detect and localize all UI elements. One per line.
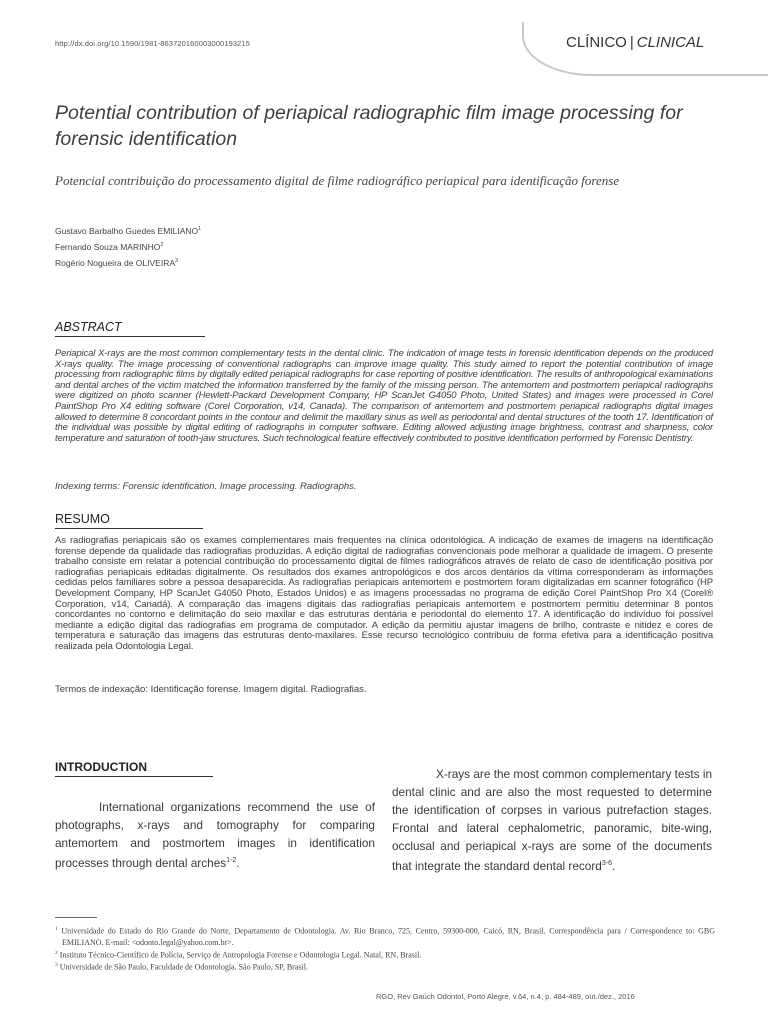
journal-reference: RGO, Rev Gaúch Odontol, Porto Alegre, v.64, n.4, p. 484-489, out./dez., 2016 bbox=[376, 992, 635, 1001]
footnote-text: Universidade do Estado do Rio Grande do Norte, Departamento de Odontologia. Av. Rio Branco, 725, Centro, 59300-000, Caicó, RN, Brasil. Correspondência para / Correspondence to: GBG EMILIANO. E-mail: <odonto.legal@yahoo.com.br>. bbox=[61, 926, 716, 947]
author-list bbox=[55, 222, 201, 269]
footnote-1 bbox=[55, 924, 715, 948]
author-name: Rogério Nogueira de OLIVEIRA bbox=[55, 257, 176, 268]
author-affiliation-mark: 3 bbox=[175, 257, 179, 264]
footnote-2 bbox=[55, 948, 715, 961]
resumo-text: As radiografias periapicais são os exames complementares mais frequentes na clínica odontológica. A indicação de exames de imagens na identificação forense depende da qualidade das radiografias produzidas. A edição digital de radiografias convencionais pode melhorar a qualidade de imagem. O presente trabalho consiste em relatar a potencial contribuição do processamento digital de filmes radiográficos através de relato de caso de identificação positiva por radiografias periapicais editadas digitalmente. Os resultados dos exames antropológicos e dos arcos dentários da vítima corresponderam às informações cedidas pelos familiares sobre a pessoa desaparecida. As radiografias periapicais antemortem e postmortem foram digitalizadas em scanner fotográfico (HP Development Company, HP ScanJet G4050 Photo, Estados Unidos) e as imagens processadas no programa de edição Corel PaintShop Pro X4 (Corel® Corporation, v14, Canadá). A comparação das imagens digitais das radiografias periapicais antemortem e postmortem permitiu determinar 8 pontos concordantes no contorno e delimitação do seio maxilar e das estruturas dentária e periodontal do elemento 17. A identificação do indivíduo foi possível mediante a edição digital das radiografias em programa de computador. A edição da permitiu ajustar imagens de brilho, contraste e nitidez e cores de temperatura e saturação das imagens das estruturas dento-maxilares. Esse recurso tecnológico contribuiu de forma efetiva para a identificação positiva realizada pela Odontologia Legal. bbox=[55, 535, 713, 652]
resumo-heading: RESUMO bbox=[55, 512, 203, 529]
author-1 bbox=[55, 222, 201, 238]
footnote-mark: 2 bbox=[55, 949, 58, 956]
indexing-terms-value: Forensic identification. Image processing. Radiographs. bbox=[122, 481, 357, 492]
author-name: Gustavo Barbalho Guedes EMILIANO bbox=[55, 225, 199, 236]
footnote-divider bbox=[55, 917, 97, 918]
termos-indexacao-value: Identificação forense. Imagem digital. Radiografias. bbox=[150, 684, 367, 695]
introduction-right-text: X-rays are the most common complementary tests in dental clinic and are also the most requested to determine the identification of corpses in various putrefaction stages. Frontal and lateral cephalometric, panoramic, bite-wing, occlusal and periapical x-rays are some of the documents that integrate the standard dental record bbox=[392, 767, 713, 873]
section-label-pt: CLÍNICO bbox=[566, 34, 627, 51]
abstract-heading: ABSTRACT bbox=[55, 320, 205, 337]
introduction-right-column bbox=[392, 765, 712, 875]
article-title: Potential contribution of periapical radiographic film image processing for forensic identification bbox=[55, 102, 683, 150]
author-2 bbox=[55, 238, 201, 254]
indexing-terms bbox=[55, 481, 357, 492]
section-separator: | bbox=[629, 34, 634, 51]
footnote-text: Instituto Técnico-Científico de Polícia, Serviço de Antropologia Forense e Odontologia Legal. Natal, RN, Brasil. bbox=[59, 950, 422, 960]
section-label bbox=[566, 34, 704, 51]
sentence-end: . bbox=[236, 855, 240, 870]
termos-indexacao bbox=[55, 684, 367, 695]
author-name: Fernando Souza MARINHO bbox=[55, 241, 161, 252]
author-3 bbox=[55, 254, 201, 270]
introduction-heading: INTRODUCTION bbox=[55, 760, 213, 777]
footnote-text: Universidade de São Paulo, Faculdade de Odontologia. São Paulo, SP, Brasil. bbox=[59, 962, 308, 972]
introduction-left-column bbox=[55, 798, 375, 872]
section-label-en: CLINICAL bbox=[636, 34, 705, 51]
footnote-mark: 1 bbox=[55, 926, 58, 932]
citation-mark: 3-6 bbox=[601, 860, 612, 867]
doi-link[interactable]: http://dx.doi.org/10.1590/1981-863720160003000193215 bbox=[55, 39, 250, 48]
footnote-mark: 3 bbox=[55, 962, 58, 969]
abstract-text: Periapical X-rays are the most common complementary tests in the dental clinic. The indication of image tests in forensic identification depends on the produced X-rays quality. The image processing of conventional radiographs can improve image quality. This study aimed to report the potential contribution of image processing from radiographic films by digitally edited periapical radiographs for case reporting of positive identification. The results of anthropological examinations and dental arches of the victim matched the information transferred by the family of the missing person. The antemortem and postmortem periapical radiographs were digitized on photo scanner (Hewlett-Packard Development Company, HP ScanJet G4050 Photo, United States) and images were processed in Corel PaintShop Pro X4 editing software (Corel Corporation, v14, Canada). The comparison of antemortem and postmortem periapical radiographs digital images allowed to determine 8 concordant points in the contour and delimit the maxillary sinus as well as periodontal and dental structures of the tooth 17. Identification of the individual was possible by digital editing of radiographs in computer software. Editing allowed adjusting image brightness, contrast and sharpness, color temperature and saturation of tooth-jaw structures. Such technological feature effectively contributed to positive identification performed by Forensic Dentistry. bbox=[55, 348, 713, 444]
author-affiliation-mark: 2 bbox=[160, 241, 164, 248]
introduction-left-text: International organizations recommend the use of photographs, x-rays and tomography for comparing antemortem and postmortem images in identification processes through dental arches bbox=[55, 800, 375, 870]
author-affiliation-mark: 1 bbox=[198, 226, 202, 232]
footnote-3 bbox=[55, 960, 715, 973]
indexing-terms-label: Indexing terms: bbox=[55, 481, 120, 492]
footnotes bbox=[55, 924, 715, 973]
citation-mark: 1-2 bbox=[226, 857, 237, 864]
article-subtitle: Potencial contribuição do processamento digital de filme radiográfico periapical para identificação forense bbox=[55, 173, 620, 188]
termos-indexacao-label: Termos de indexação: bbox=[55, 684, 148, 695]
sentence-end: . bbox=[612, 858, 616, 873]
